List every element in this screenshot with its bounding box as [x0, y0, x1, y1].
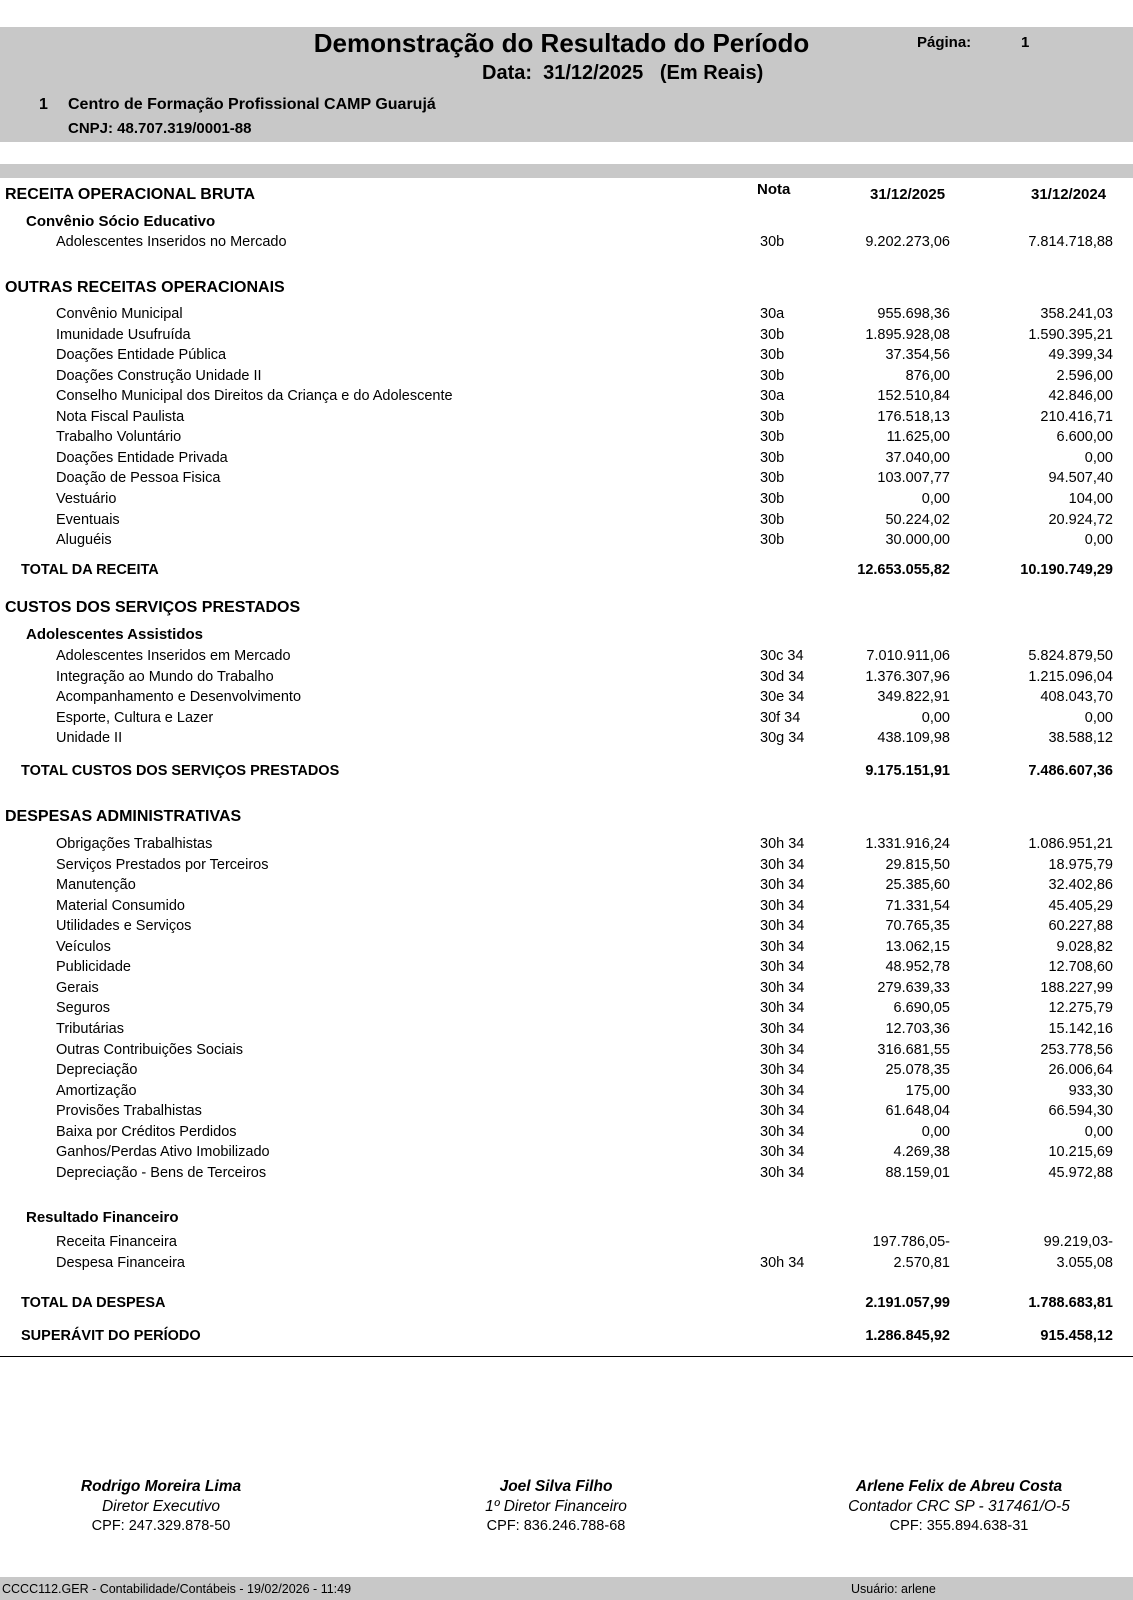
row-previous-value: 15.142,16 [1048, 1021, 1113, 1038]
superavit-previous: 915.458,12 [1040, 1328, 1113, 1344]
row-current-value: 61.648,04 [885, 1103, 950, 1120]
row-current-value: 1.376.307,96 [865, 668, 950, 685]
table-row [0, 532, 1133, 552]
row-previous-value: 26.006,64 [1048, 1062, 1113, 1079]
table-row [0, 857, 1133, 877]
row-nota: 30b [760, 367, 785, 384]
signature-cpf: CPF: 355.894.638-31 [889, 1518, 1029, 1534]
row-nota: 30a [760, 388, 785, 405]
row-nota: 30b [760, 408, 785, 425]
table-row [0, 234, 1133, 254]
table-row [0, 918, 1133, 938]
total-custos-label: TOTAL CUSTOS DOS SERVIÇOS PRESTADOS [21, 763, 340, 779]
table-row [0, 1255, 1133, 1275]
table-row [0, 939, 1133, 959]
row-current-value: 88.159,01 [885, 1164, 950, 1181]
row-nota: 30h 34 [760, 856, 805, 873]
row-nota: 30b [760, 532, 785, 549]
entity-name: Centro de Formação Profissional CAMP Guarujá [68, 96, 436, 113]
row-previous-value: 5.824.879,50 [1028, 648, 1113, 664]
row-nota: 30h 34 [760, 1000, 805, 1017]
row-label: Material Consumido [56, 897, 185, 914]
row-previous-value: 9.028,82 [1056, 938, 1113, 955]
separator-band [0, 164, 1133, 178]
table-row [0, 347, 1133, 367]
footer-system-info: CCCC112.GER - Contabilidade/Contábeis - 19/02/2026 - 11:49 [2, 1582, 352, 1596]
group-convenio-socio-educativo: Convênio Sócio Educativo [26, 213, 216, 230]
row-label: Amortização [56, 1082, 137, 1099]
row-label: Nota Fiscal Paulista [56, 408, 185, 425]
row-previous-value: 60.227,88 [1048, 918, 1113, 935]
row-nota: 30h 34 [760, 897, 805, 914]
table-row [0, 409, 1133, 429]
row-current-value: 25.385,60 [885, 877, 950, 894]
row-previous-value: 12.275,79 [1048, 1000, 1113, 1017]
row-label: Doações Entidade Privada [56, 449, 228, 466]
row-current-value: 103.007,77 [877, 470, 950, 487]
row-nota: 30h 34 [760, 836, 805, 852]
footer-user: Usuário: arlene [851, 1582, 936, 1596]
row-nota: 30b [760, 347, 785, 364]
table-row [0, 388, 1133, 408]
page-label: Página: [917, 34, 972, 51]
row-current-value: 2.570,81 [893, 1254, 950, 1271]
table-row [0, 1000, 1133, 1020]
table-row [0, 959, 1133, 979]
row-current-value: 7.010.911,06 [866, 648, 950, 664]
table-row [0, 689, 1133, 709]
table-row [0, 470, 1133, 490]
page-number: 1 [1021, 34, 1030, 51]
row-label: Tributárias [56, 1021, 124, 1038]
row-label: Publicidade [56, 959, 131, 976]
row-previous-value: 18.975,79 [1048, 856, 1113, 873]
row-current-value: 12.703,36 [885, 1021, 950, 1038]
entity-cnpj: CNPJ: 48.707.319/0001-88 [68, 120, 252, 137]
row-previous-value: 253.778,56 [1040, 1041, 1113, 1058]
total-custos-previous: 7.486.607,36 [1028, 763, 1113, 779]
table-row [0, 1083, 1133, 1103]
row-nota: 30a [760, 306, 785, 322]
row-label: Vestuário [56, 490, 117, 507]
row-label: Outras Contribuições Sociais [56, 1041, 243, 1058]
superavit-label: SUPERÁVIT DO PERÍODO [21, 1328, 201, 1344]
row-label: Aluguéis [56, 532, 112, 549]
row-nota: 30h 34 [760, 877, 805, 894]
row-nota: 30c 34 [760, 648, 804, 664]
row-current-value: 25.078,35 [885, 1062, 950, 1079]
row-nota: 30b [760, 326, 785, 343]
row-current-value: 176.518,13 [877, 408, 950, 425]
row-current-value: 30.000,00 [885, 532, 950, 549]
row-label: Ganhos/Perdas Ativo Imobilizado [56, 1144, 270, 1161]
table-row [0, 1042, 1133, 1062]
row-current-value: 0,00 [921, 709, 950, 726]
row-previous-value: 6.600,00 [1056, 429, 1113, 446]
entity-number: 1 [39, 96, 48, 113]
row-current-value: 349.822,91 [877, 689, 950, 705]
row-previous-value: 0,00 [1084, 1123, 1113, 1140]
row-label: Acompanhamento e Desenvolvimento [56, 689, 302, 705]
row-nota: 30h 34 [760, 1144, 805, 1161]
row-nota: 30b [760, 449, 785, 466]
total-receita-label: TOTAL DA RECEITA [21, 562, 159, 578]
row-previous-value: 0,00 [1084, 532, 1113, 549]
row-nota: 30b [760, 470, 785, 487]
row-current-value: 438.109,98 [877, 730, 950, 746]
table-row [0, 648, 1133, 668]
row-label: Conselho Municipal dos Direitos da Criança e do Adolescente [56, 388, 453, 405]
row-nota: 30h 34 [760, 918, 805, 935]
table-row [0, 368, 1133, 388]
row-previous-value: 0,00 [1084, 449, 1113, 466]
signature-name: Arlene Felix de Abreu Costa [855, 1478, 1063, 1495]
table-row [0, 898, 1133, 918]
table-row [0, 1062, 1133, 1082]
row-nota: 30e 34 [760, 689, 805, 705]
row-nota: 30h 34 [760, 938, 805, 955]
row-previous-value: 3.055,08 [1056, 1254, 1113, 1271]
row-label: Doação de Pessoa Fisica [56, 470, 221, 487]
row-current-value: 37.040,00 [885, 449, 950, 466]
section-receita-bruta: RECEITA OPERACIONAL BRUTA [5, 186, 256, 203]
table-row [0, 1124, 1133, 1144]
signature-role: Diretor Executivo [101, 1498, 220, 1515]
row-previous-value: 45.405,29 [1048, 897, 1113, 914]
row-nota: 30h 34 [760, 1123, 805, 1140]
table-row [0, 730, 1133, 750]
row-previous-value: 10.215,69 [1048, 1144, 1113, 1161]
row-previous-value: 32.402,86 [1048, 877, 1113, 894]
row-previous-value: 66.594,30 [1048, 1103, 1113, 1120]
row-previous-value: 0,00 [1084, 709, 1113, 726]
group-adolescentes-assistidos: Adolescentes Assistidos [26, 626, 204, 643]
total-receita-current: 12.653.055,82 [857, 562, 950, 578]
row-current-value: 29.815,50 [885, 856, 950, 873]
row-label: Integração ao Mundo do Trabalho [56, 668, 274, 685]
row-label: Convênio Municipal [56, 306, 183, 322]
row-label: Obrigações Trabalhistas [56, 836, 213, 852]
row-nota: 30b [760, 234, 785, 250]
row-previous-value: 7.814.718,88 [1028, 234, 1113, 250]
row-current-value: 279.639,33 [877, 979, 950, 996]
row-label: Despesa Financeira [56, 1254, 185, 1271]
row-current-value: 70.765,35 [885, 918, 950, 935]
row-label: Veículos [56, 938, 111, 955]
row-previous-value: 408.043,70 [1040, 689, 1113, 705]
col-previous-header: 31/12/2024 [1031, 186, 1107, 203]
row-previous-value: 1.215.096,04 [1028, 668, 1113, 685]
row-previous-value: 20.924,72 [1048, 511, 1113, 528]
row-previous-value: 1.590.395,21 [1028, 326, 1113, 343]
row-label: Serviços Prestados por Terceiros [56, 856, 269, 873]
signature-role: 1º Diretor Financeiro [485, 1498, 627, 1515]
row-current-value: 876,00 [905, 367, 950, 384]
total-receita-previous: 10.190.749,29 [1020, 562, 1113, 578]
signature-cpf: CPF: 836.246.788-68 [486, 1518, 626, 1534]
table-row [0, 450, 1133, 470]
row-previous-value: 99.219,03- [1043, 1234, 1113, 1250]
row-previous-value: 933,30 [1068, 1082, 1113, 1099]
row-current-value: 0,00 [921, 490, 950, 507]
row-nota: 30h 34 [760, 1082, 805, 1099]
row-current-value: 13.062,15 [885, 938, 950, 955]
row-previous-value: 2.596,00 [1056, 367, 1113, 384]
row-nota: 30b [760, 429, 785, 446]
total-despesa-current: 2.191.057,99 [865, 1295, 950, 1311]
row-label: Eventuais [56, 511, 120, 528]
row-current-value: 48.952,78 [885, 959, 950, 976]
row-nota: 30h 34 [760, 1103, 805, 1120]
row-previous-value: 188.227,99 [1040, 979, 1113, 996]
row-current-value: 4.269,38 [893, 1144, 950, 1161]
row-previous-value: 358.241,03 [1040, 306, 1113, 322]
table-row [0, 512, 1133, 532]
signature-block [789, 1478, 1129, 1534]
col-current-header: 31/12/2025 [870, 186, 946, 203]
row-label: Doações Construção Unidade II [56, 367, 262, 384]
col-nota-header: Nota [757, 181, 791, 198]
table-row [0, 1144, 1133, 1164]
row-nota: 30h 34 [760, 1062, 805, 1079]
row-label: Receita Financeira [56, 1234, 177, 1250]
row-label: Depreciação - Bens de Terceiros [56, 1164, 267, 1181]
row-label: Esporte, Cultura e Lazer [56, 709, 214, 726]
row-label: Seguros [56, 1000, 111, 1017]
row-nota: 30b [760, 511, 785, 528]
group-resultado-financeiro: Resultado Financeiro [26, 1209, 179, 1226]
signature-block [386, 1478, 726, 1534]
row-nota: 30b [760, 490, 785, 507]
table-row [0, 491, 1133, 511]
row-current-value: 175,00 [905, 1082, 950, 1099]
report-title-text: Demonstração do Resultado do Período [313, 28, 810, 58]
row-current-value: 316.681,55 [877, 1041, 950, 1058]
row-nota: 30h 34 [760, 979, 805, 996]
row-current-value: 1.331.916,24 [865, 836, 950, 852]
row-previous-value: 104,00 [1068, 490, 1113, 507]
table-row [0, 1103, 1133, 1123]
table-row [0, 1165, 1133, 1185]
row-label: Unidade II [56, 730, 123, 746]
row-current-value: 50.224,02 [885, 511, 950, 528]
row-nota: 30f 34 [760, 709, 801, 726]
row-label: Imunidade Usufruída [56, 326, 191, 343]
table-row [0, 836, 1133, 856]
row-current-value: 6.690,05 [893, 1000, 950, 1017]
superavit-current: 1.286.845,92 [865, 1328, 950, 1344]
table-row [0, 877, 1133, 897]
row-current-value: 955.698,36 [877, 306, 950, 322]
row-current-value: 11.625,00 [886, 429, 950, 446]
row-current-value: 197.786,05- [872, 1234, 950, 1250]
row-label: Adolescentes Inseridos em Mercado [56, 648, 291, 664]
signature-cpf: CPF: 247.329.878-50 [91, 1518, 231, 1534]
row-previous-value: 49.399,34 [1048, 347, 1113, 364]
row-previous-value: 38.588,12 [1048, 730, 1113, 746]
row-label: Doações Entidade Pública [56, 347, 227, 364]
row-previous-value: 1.086.951,21 [1028, 836, 1113, 852]
row-label: Adolescentes Inseridos no Mercado [56, 234, 287, 250]
table-row [0, 669, 1133, 689]
row-label: Provisões Trabalhistas [56, 1103, 202, 1120]
row-previous-value: 94.507,40 [1048, 470, 1113, 487]
row-nota: 30h 34 [760, 1021, 805, 1038]
table-row [0, 429, 1133, 449]
table-row [0, 306, 1133, 326]
row-label: Trabalho Voluntário [56, 429, 182, 446]
table-row [0, 1234, 1133, 1254]
signature-role: Contador CRC SP - 317461/O-5 [848, 1498, 1070, 1515]
section-despesas: DESPESAS ADMINISTRATIVAS [5, 808, 242, 825]
row-previous-value: 42.846,00 [1048, 388, 1113, 405]
table-row [0, 980, 1133, 1000]
total-despesa-label: TOTAL DA DESPESA [21, 1295, 166, 1311]
report-subtitle: Data: 31/12/2025 (Em Reais) [482, 62, 764, 84]
row-current-value: 9.202.273,06 [865, 234, 950, 250]
row-nota: 30g 34 [760, 730, 805, 746]
row-label: Manutenção [56, 877, 136, 894]
row-previous-value: 12.708,60 [1048, 959, 1113, 976]
signature-name: Rodrigo Moreira Lima [80, 1478, 242, 1495]
row-nota: 30h 34 [760, 1164, 805, 1181]
row-current-value: 37.354,56 [885, 347, 950, 364]
row-current-value: 152.510,84 [877, 388, 950, 405]
row-nota: 30h 34 [760, 1254, 805, 1271]
signature-name: Joel Silva Filho [499, 1478, 613, 1495]
table-row [0, 1021, 1133, 1041]
row-label: Utilidades e Serviços [56, 918, 192, 935]
row-current-value: 0,00 [921, 1123, 950, 1140]
row-nota: 30d 34 [760, 668, 805, 685]
total-custos-current: 9.175.151,91 [865, 763, 950, 779]
signature-block [0, 1478, 331, 1534]
table-row [0, 327, 1133, 347]
section-outras-receitas: OUTRAS RECEITAS OPERACIONAIS [5, 279, 285, 296]
row-label: Gerais [56, 979, 99, 996]
end-rule [0, 1356, 1133, 1357]
row-previous-value: 210.416,71 [1040, 408, 1113, 425]
row-label: Baixa por Créditos Perdidos [56, 1123, 237, 1140]
total-despesa-previous: 1.788.683,81 [1028, 1295, 1113, 1311]
row-nota: 30h 34 [760, 1041, 805, 1058]
row-nota: 30h 34 [760, 959, 805, 976]
row-current-value: 71.331,54 [885, 897, 950, 914]
row-previous-value: 45.972,88 [1048, 1164, 1113, 1181]
section-custos: CUSTOS DOS SERVIÇOS PRESTADOS [5, 599, 301, 616]
row-label: Depreciação [56, 1062, 138, 1079]
table-row [0, 710, 1133, 730]
row-current-value: 1.895.928,08 [865, 326, 950, 343]
